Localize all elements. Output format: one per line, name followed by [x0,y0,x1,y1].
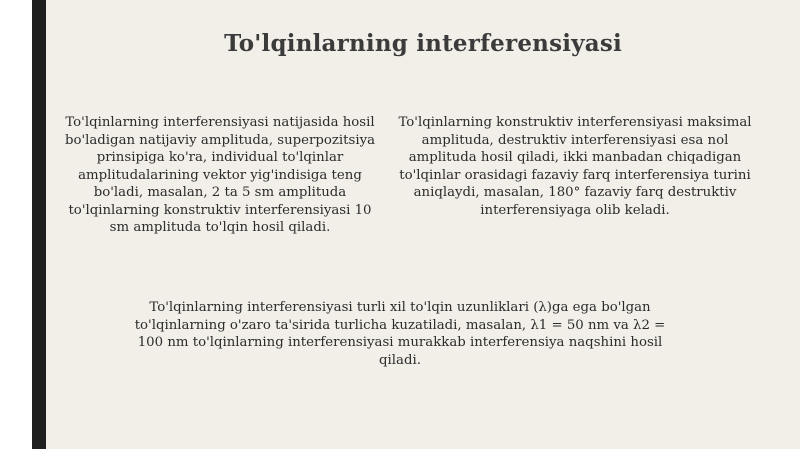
left-margin [0,0,32,449]
right-paragraph: To'lqinlarning konstruktiv interferensiyasi maksimal amplituda, destruktiv interferensiyasi esa nol amplituda hosil qiladi, ikki manbadan chiqadigan to'lqinlar orasidagi fazaviy farq interferensiya turini aniqlaydi, masalan, 180° fazaviy farq destruktiv interferensiyaga olib keladi. [398,115,752,218]
accent-bar [32,0,46,449]
bottom-paragraph: To'lqinlarning interferensiyasi turli xil to'lqin uzunliklari (λ)ga ega bo'lgan to'lqinlarning o'zaro ta'sirida turlicha kuzatiladi, masalan, λ1 = 50 nm va λ2 = 100 nm to'lqinlarning interferensiyasi murakkab interferensiya naqshini hosil qiladi. [134,300,666,368]
left-paragraph: To'lqinlarning interferensiyasi natijasida hosil bo'ladigan natijaviy amplituda, superpozitsiya prinsipiga ko'ra, individual to'lqinlar amplitudalarining vektor yig'indisiga teng bo'ladi, masalan, 2 ta 5 sm amplituda to'lqinlarning konstruktiv interferensiyasi 10 sm amplituda to'lqin hosil qiladi. [64,115,376,235]
slide-title: To'lqinlarning interferensiyasi [224,30,622,57]
